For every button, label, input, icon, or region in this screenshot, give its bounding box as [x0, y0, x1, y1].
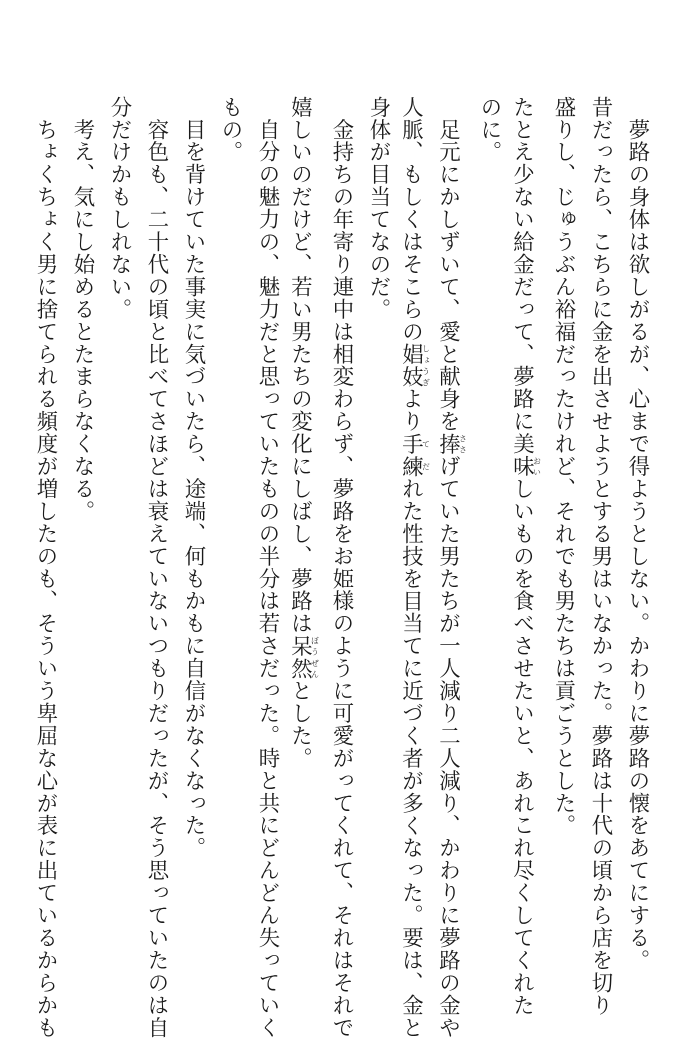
ruby-oi: おい: [532, 455, 542, 478]
text-column-1: 夢路の身体は欲しがるが、心まで得ようとしない。かわりに夢路の懐をあてにする。: [625, 96, 650, 972]
text-column-3: 盛りし、じゅうぶん裕福だったけれど、それでも男たちは貢ごうとした。: [551, 96, 576, 837]
text-column-17: ちょくちょく男に捨てられる頻度が増したのも、そういう卑屈な心が表に出ているからかも: [33, 96, 58, 1039]
ruby-sasa: ささ: [458, 432, 468, 456]
text-column-10: 嬉しいのだけど、若い男たちの変化にしばし、夢路は呆然ぼうぜんとした。: [287, 96, 320, 770]
text-column-16: 考え、気にし始めるとたまらなくなる。: [70, 96, 95, 523]
text-column-14: 容色も、二十代の頃と比べてさほどは衰えていないつもりだったが、そう思っていたのは自: [144, 96, 169, 1039]
text-column-4: たとえ少ない給金だって、夢路に美味おいしいものを食べさせたいと、あれこれ尽くしてくれた: [509, 96, 542, 1017]
ruby-shougi: しょうぎ: [421, 342, 431, 388]
ruby-bouzen: ぼうぜん: [310, 634, 320, 680]
text-column-13: 目を背けていた事実に気づいたら、途端、何もかもに自信がなくなった。: [181, 96, 206, 860]
text-column-6: 足元にかしずいて、愛と献身を捧ささげていた男たちが一人減り二人減り、かわりに夢路の金や: [435, 96, 468, 1039]
text-column-8: 身体が目当てなのだ。: [366, 96, 391, 321]
text-column-2: 昔だったら、こちらに金を出させようとする男はいなかった。夢路は十代の頃から店を切り: [588, 96, 613, 1017]
text-column-5: のに。: [477, 96, 502, 164]
ruby-teda: てだ: [421, 432, 431, 478]
text-column-12: もの。: [218, 96, 243, 164]
text-column-7: 人脈、もしくはそこらの娼妓しょうぎより手練てだれた性技を目当てに近づく者が多くなった。要は、金と: [398, 96, 431, 1039]
text-column-11: 自分の魅力の、魅力だと思っていたものの半分は若さだった。時と共にどんどん失っていく: [255, 96, 280, 1039]
text-column-9: 金持ちの年寄り連中は相変わらず、夢路をお姫様のように可愛がってくれて、それはそれで: [329, 96, 354, 1039]
text-column-15: 分だけかもしれない。: [107, 96, 132, 321]
